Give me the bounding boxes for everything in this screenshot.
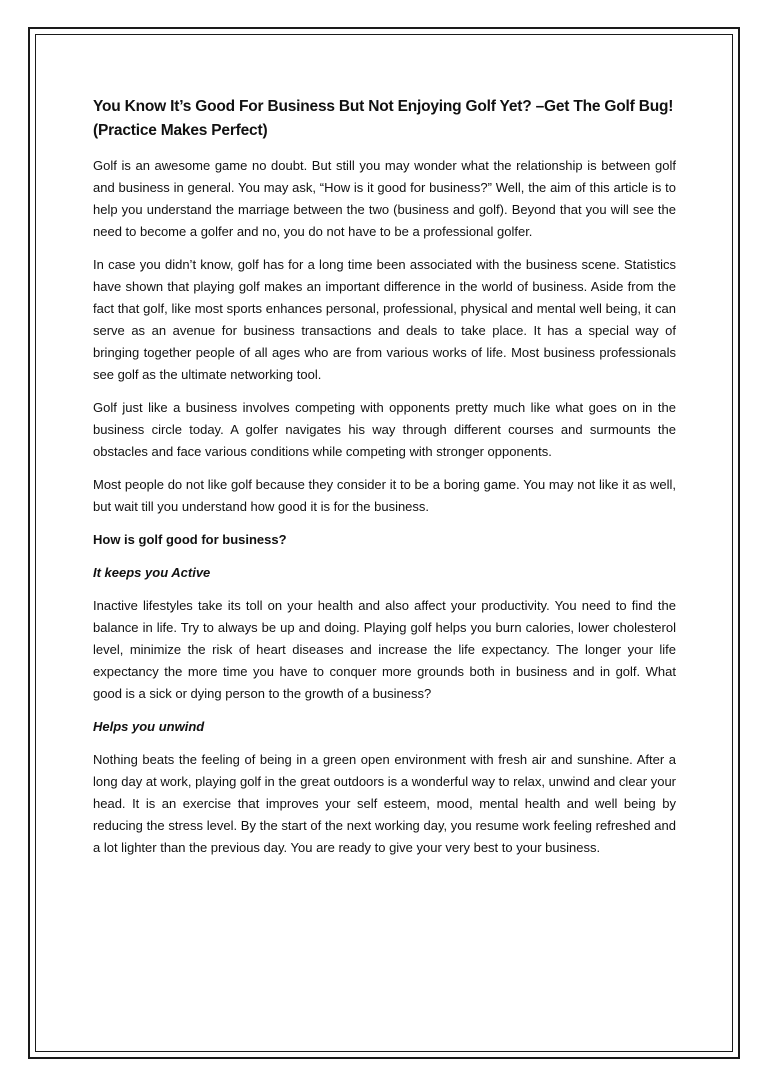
paragraph-boring: Most people do not like golf because they consider it to be a boring game. You may not like it as well, but wait till you understand how good it is for the business. bbox=[93, 477, 676, 514]
paragraph-competition: Golf just like a business involves competing with opponents pretty much like what goes on in the business circle today. A golfer navigates his way through different courses and surmounts the obstacles and face various conditions while competing with stronger opponents. bbox=[93, 400, 676, 459]
subheading-unwind: Helps you unwind bbox=[93, 719, 205, 734]
subheading-keeps-active: It keeps you Active bbox=[93, 565, 211, 580]
paragraph-intro: Golf is an awesome game no doubt. But still you may wonder what the relationship is between golf and business in general. You may ask, “How is it good for business?” Well, the aim of this article is to help you understand the marriage between the two (business and golf). Beyond that you will see the need to become a golfer and no, you do not have to be a professional golfer. bbox=[93, 158, 676, 239]
document-title: You Know It’s Good For Business But Not Enjoying Golf Yet? –Get The Golf Bug! (Practice Makes Perfect) bbox=[93, 98, 674, 139]
paragraph-unwind: Nothing beats the feeling of being in a green open environment with fresh air and sunshine. After a long day at work, playing golf in the great outdoors is a wonderful way to relax, unwind and clear your head. It is an exercise that improves your self esteem, mood, mental health and well being by reducing the stress level. By the start of the next working day, you resume work feeling refreshed and a lot lighter than the previous day. You are ready to give your very best to your business. bbox=[93, 752, 676, 855]
paragraph-history: In case you didn’t know, golf has for a long time been associated with the business scene. Statistics have shown that playing golf makes an important difference in the world of business. Aside from the fact that golf, like most sports enhances personal, professional, physical and mental well being, it can serve as an avenue for business transactions and deals to take place. It has a special way of bringing together people of all ages who are from various works of life. Most business professionals see golf as the ultimate networking tool. bbox=[93, 257, 676, 382]
paragraph-active: Inactive lifestyles take its toll on your health and also affect your productivity. You need to find the balance in life. Try to always be up and doing. Playing golf helps you burn calories, lower cholesterol level, minimize the risk of heart diseases and increase the life expectancy. The longer your life expectancy the more time you have to conquer more grounds both in business and in golf. What good is a sick or dying person to the growth of a business? bbox=[93, 598, 676, 701]
section-heading: How is golf good for business? bbox=[93, 532, 287, 547]
document-body bbox=[93, 95, 676, 870]
